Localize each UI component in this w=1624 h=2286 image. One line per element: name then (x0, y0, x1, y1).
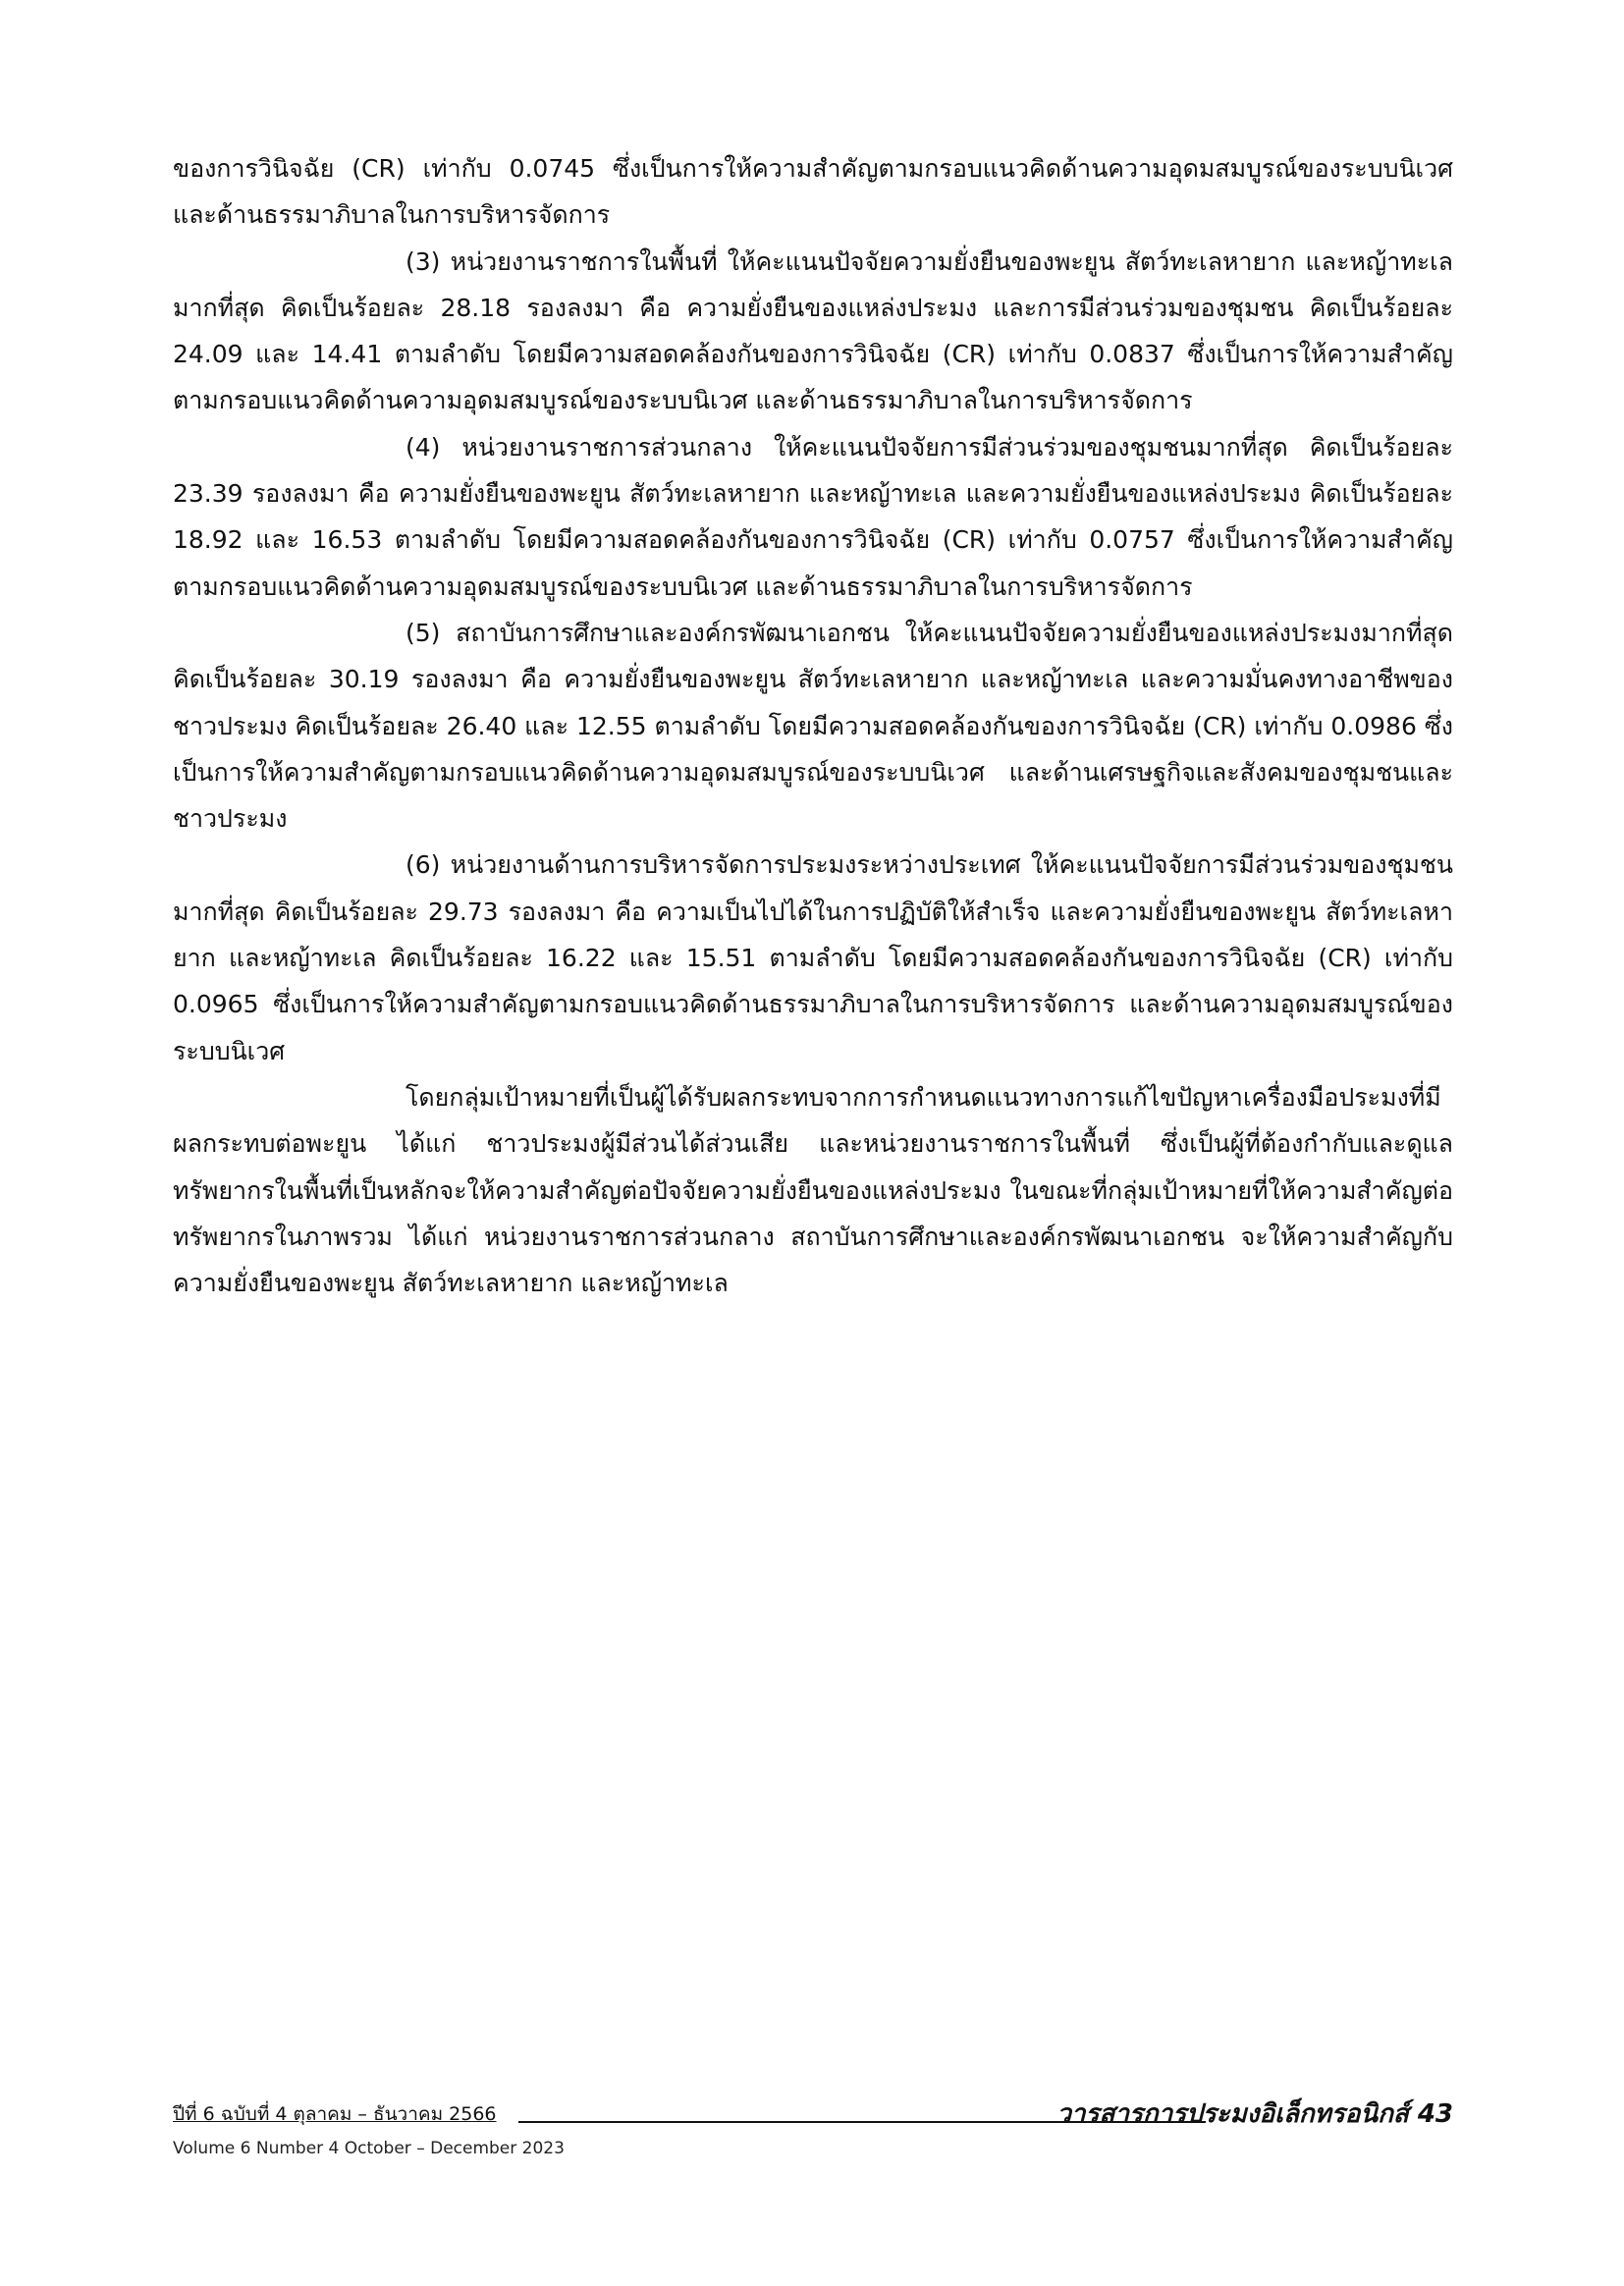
paragraph-item-5: (5) สถาบันการศึกษาและองค์กรพัฒนาเอกชน ให้คะแนนปัจจัยความยั่งยืนของแหล่งประมงมากที่สุด คิดเป็นร้อยละ 30.19 รองลงมา คือ ความยั่งยืนของพะยูน สัตว์ทะเลหายาก และหญ้าทะเล และความมั่นคงทางอาชีพของชาวประมง คิดเป็นร้อยละ 26.40 และ 12.55 ตามลำดับ โดยมีความสอดคล้องกันของการวินิจฉัย (CR) เท่ากับ 0.0986 ซึ่งเป็นการให้ความสำคัญตามกรอบแนวคิดด้านความอุดมสมบูรณ์ของระบบนิเวศ และด้านเศรษฐกิจและสังคมของชุมชนและชาวประมง (173, 618, 1453, 834)
paragraph-item-3: (3) หน่วยงานราชการในพื้นที่ ให้คะแนนปัจจัยความยั่งยืนของพะยูน สัตว์ทะเลหายาก และหญ้าทะเลมากที่สุด คิดเป็นร้อยละ 28.18 รองลงมา คือ ความยั่งยืนของแหล่งประมง และการมีส่วนร่วมของชุมชน คิดเป็นร้อยละ 24.09 และ 14.41 ตามลำดับ โดยมีความสอดคล้องกันของการวินิจฉัย (CR) เท่ากับ 0.0837 ซึ่งเป็นการให้ความสำคัญตามกรอบแนวคิดด้านความอุดมสมบูรณ์ของระบบนิเวศ และด้านธรรมาภิบาลในการบริหารจัดการ (173, 246, 1453, 415)
body-text (173, 145, 1453, 1306)
paragraph-continuation: ของการวินิจฉัย (CR) เท่ากับ 0.0745 ซึ่งเป็นการให้ความสำคัญตามกรอบแนวคิดด้านความอุดมสมบูรณ์ของระบบนิเวศ และด้านธรรมาภิบาลในการบริหารจัดการ (173, 154, 1453, 230)
footer-journal-page: วารสารการประมงอิเล็กทรอนิกส์ 43 (1056, 2099, 1453, 2129)
paragraph-item-6: (6) หน่วยงานด้านการบริหารจัดการประมงระหว่างประเทศ ให้คะแนนปัจจัยการมีส่วนร่วมของชุมชนมากที่สุด คิดเป็นร้อยละ 29.73 รองลงมา คือ ความเป็นไปได้ในการปฏิบัติให้สำเร็จ และความยั่งยืนของพะยูน สัตว์ทะเลหายาก และหญ้าทะเล คิดเป็นร้อยละ 16.22 และ 15.51 ตามลำดับ โดยมีความสอดคล้องกันของการวินิจฉัย (CR) เท่ากับ 0.0965 ซึ่งเป็นการให้ความสำคัญตามกรอบแนวคิดด้านธรรมาภิบาลในการบริหารจัดการ และด้านความอุดมสมบูรณ์ของระบบนิเวศ (173, 850, 1453, 1065)
paragraph-summary: โดยกลุ่มเป้าหมายที่เป็นผู้ได้รับผลกระทบจากการกำหนดแนวทางการแก้ไขปัญหาเครื่องมือประมงที่มีผลกระทบต่อพะยูน ได้แก่ ชาวประมงผู้มีส่วนได้ส่วนเสีย และหน่วยงานราชการในพื้นที่ ซึ่งเป็นผู้ที่ต้องกำกับและดูแลทรัพยากรในพื้นที่เป็นหลักจะให้ความสำคัญต่อปัจจัยความยั่งยืนของแหล่งประมง ในขณะที่กลุ่มเป้าหมายที่ให้ความสำคัญต่อทรัพยากรในภาพรวม ได้แก่ หน่วยงานราชการส่วนกลาง สถาบันการศึกษาและองค์กรพัฒนาเอกชน จะให้ความสำคัญกับความยั่งยืนของพะยูน สัตว์ทะเลหายาก และหญ้าทะเล (173, 1082, 1453, 1298)
paragraph-item-4: (4) หน่วยงานราชการส่วนกลาง ให้คะแนนปัจจัยการมีส่วนร่วมของชุมชนมากที่สุด คิดเป็นร้อยละ 23.39 รองลงมา คือ ความยั่งยืนของพะยูน สัตว์ทะเลหายาก และหญ้าทะเล และความยั่งยืนของแหล่งประมง คิดเป็นร้อยละ 18.92 และ 16.53 ตามลำดับ โดยมีความสอดคล้องกันของการวินิจฉัย (CR) เท่ากับ 0.0757 ซึ่งเป็นการให้ความสำคัญตามกรอบแนวคิดด้านความอุดมสมบูรณ์ของระบบนิเวศ และด้านธรรมาภิบาลในการบริหารจัดการ (173, 432, 1453, 601)
footer-issue-english: Volume 6 Number 4 October – December 2023 (173, 2139, 565, 2158)
page-footer (173, 2101, 1453, 2200)
footer-issue-thai: ปีที่ 6 ฉบับที่ 4 ตุลาคม – ธันวาคม 2566 (173, 2103, 497, 2125)
